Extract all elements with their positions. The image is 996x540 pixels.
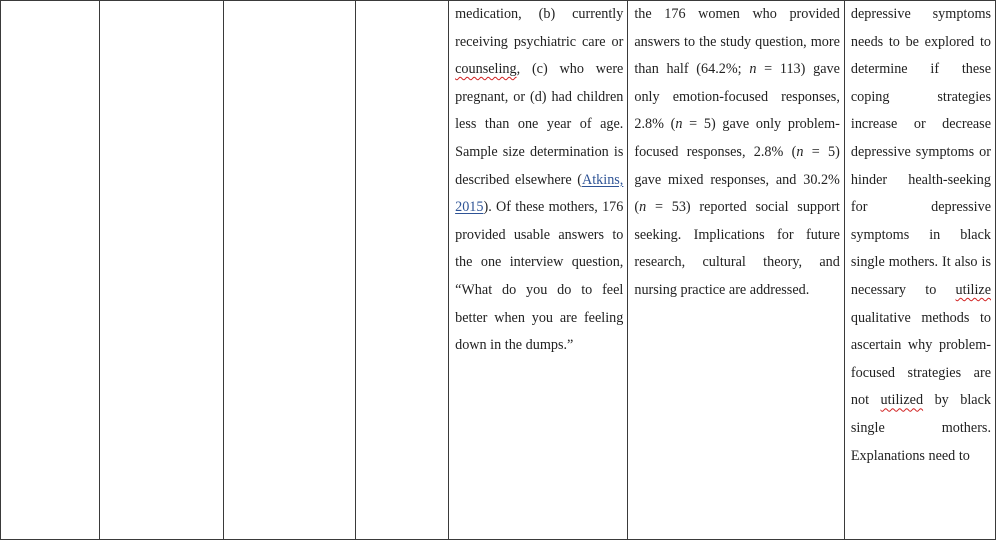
spellcheck-word[interactable]: counseling	[455, 61, 517, 78]
results-text-part: = 5) gave only problem-focused responses, 2.8% (	[634, 116, 840, 160]
n-symbol: n	[675, 116, 683, 133]
discussion-text-part: qualitative methods to ascertain why problem-focused strategies are not	[850, 309, 991, 409]
n-symbol: n	[796, 143, 804, 160]
table-row	[1, 1, 996, 540]
results-text-part: the 176 women who provided answers to the study question, more than half (64.2%;	[634, 6, 840, 78]
citation-link[interactable]: Atkins, 2015	[455, 171, 624, 216]
table-cell-col1	[1, 1, 100, 540]
results-text-part: = 113) gave only emotion-focused responses, 2.8% (	[634, 61, 840, 133]
discussion-text-part: depressive symptoms needs to be explored to determine if these coping strategies increase or decrease depressive symptoms or hinder health-seeking for depressive symptoms in black single mothers. It also is necessary to	[850, 6, 991, 298]
discussion-text	[851, 1, 991, 470]
table-cell-methods	[449, 1, 628, 540]
table-cell-col3	[223, 1, 356, 540]
methods-text-part: medication, (b) currently receiving psychiatric care or	[455, 6, 624, 50]
methods-text	[455, 1, 623, 360]
table-cell-col2	[99, 1, 223, 540]
results-text	[634, 1, 840, 305]
discussion-text-part: by black single mothers. Explanations need to	[850, 392, 991, 464]
methods-text-part: , (c) who were pregnant, or (d) had children less than one year of age. Sample size determination is described elsewhere (	[455, 61, 624, 188]
results-text-part: = 5) gave mixed responses, and 30.2% (	[634, 143, 840, 216]
methods-text-part: ). Of these mothers, 176 provided usable answers to the one interview question, “What do you do to feel better when you are feeling down in the dumps.”	[455, 199, 624, 354]
results-text-part: = 53) reported social support seeking. Implications for future research, cultural theory, and nursing practice are addressed.	[634, 199, 840, 298]
spellcheck-word[interactable]: utilize	[955, 281, 991, 298]
table-cell-col4	[356, 1, 449, 540]
spellcheck-word[interactable]: utilized	[880, 392, 924, 409]
table-cell-discussion	[844, 1, 995, 540]
n-symbol: n	[749, 61, 757, 78]
table-cell-results	[628, 1, 845, 540]
n-symbol: n	[639, 199, 647, 216]
